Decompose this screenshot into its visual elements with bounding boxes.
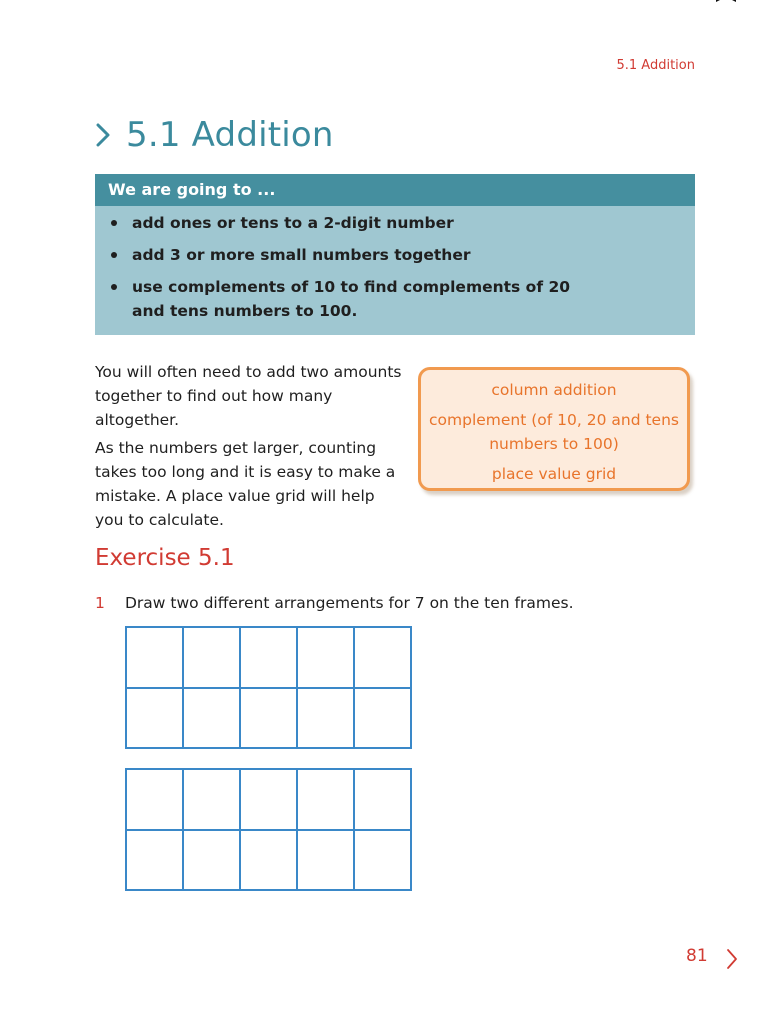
ten-frame-cell[interactable]: [297, 769, 354, 830]
intro-text: [95, 360, 405, 536]
ten-frame-cell[interactable]: [183, 688, 240, 749]
ten-frame-cell[interactable]: [240, 688, 297, 749]
next-page-chevron-icon[interactable]: [726, 948, 738, 970]
ten-frame-cell[interactable]: [354, 830, 411, 891]
list-item: add 3 or more small numbers together: [108, 243, 602, 267]
ten-frame-cell[interactable]: [354, 627, 411, 688]
ten-frame-cell[interactable]: [297, 830, 354, 891]
ten-frame-cell[interactable]: [126, 769, 183, 830]
learning-goals-heading: We are going to ...: [95, 174, 695, 206]
running-head: 5.1 Addition: [616, 58, 695, 73]
vocabulary-box: [418, 367, 690, 491]
bullet-icon: [111, 220, 117, 226]
ten-frame-cell[interactable]: [240, 769, 297, 830]
bullet-icon: [111, 252, 117, 258]
page-number: 81: [686, 946, 708, 966]
bookmark-icon: [716, 0, 736, 4]
list-item: use complements of 10 to find complements of 20 and tens numbers to 100.: [108, 275, 602, 323]
vocabulary-term: place value grid: [491, 465, 617, 483]
question: [95, 592, 574, 614]
ten-frame-cell[interactable]: [240, 627, 297, 688]
intro-paragraph: You will often need to add two amounts together to find out how many altogether.: [95, 363, 402, 429]
intro-paragraph: As the numbers get larger, counting takes too long and it is easy to make a mistake. A place value grid will help you to calculate.: [95, 439, 396, 529]
question-number: 1: [95, 594, 105, 612]
ten-frame-cell[interactable]: [297, 688, 354, 749]
ten-frame-cell[interactable]: [126, 830, 183, 891]
bullet-icon: [111, 284, 117, 290]
question-text: Draw two different arrangements for 7 on the ten frames.: [125, 594, 574, 612]
ten-frame-cell[interactable]: [126, 688, 183, 749]
ten-frame-cell[interactable]: [354, 769, 411, 830]
ten-frame-cell[interactable]: [126, 627, 183, 688]
vocabulary-term: complement (of 10, 20 and tens numbers to 100): [429, 411, 679, 453]
page-title: 5.1 Addition: [126, 115, 334, 155]
vocabulary-term: column addition: [491, 381, 617, 399]
page-title-row: [94, 112, 334, 158]
ten-frame: [125, 626, 412, 749]
ten-frame-cell[interactable]: [183, 627, 240, 688]
ten-frame-cell[interactable]: [297, 627, 354, 688]
ten-frame-cell[interactable]: [354, 688, 411, 749]
ten-frame-cell[interactable]: [240, 830, 297, 891]
ten-frame-cell[interactable]: [183, 769, 240, 830]
ten-frame-cell[interactable]: [183, 830, 240, 891]
ten-frame: [125, 768, 412, 891]
exercise-title: Exercise 5.1: [95, 545, 235, 571]
list-item: add ones or tens to a 2-digit number: [108, 211, 602, 235]
learning-goals-box: [95, 174, 695, 335]
learning-goals-list: [95, 206, 695, 323]
chevron-right-icon: [94, 121, 112, 149]
